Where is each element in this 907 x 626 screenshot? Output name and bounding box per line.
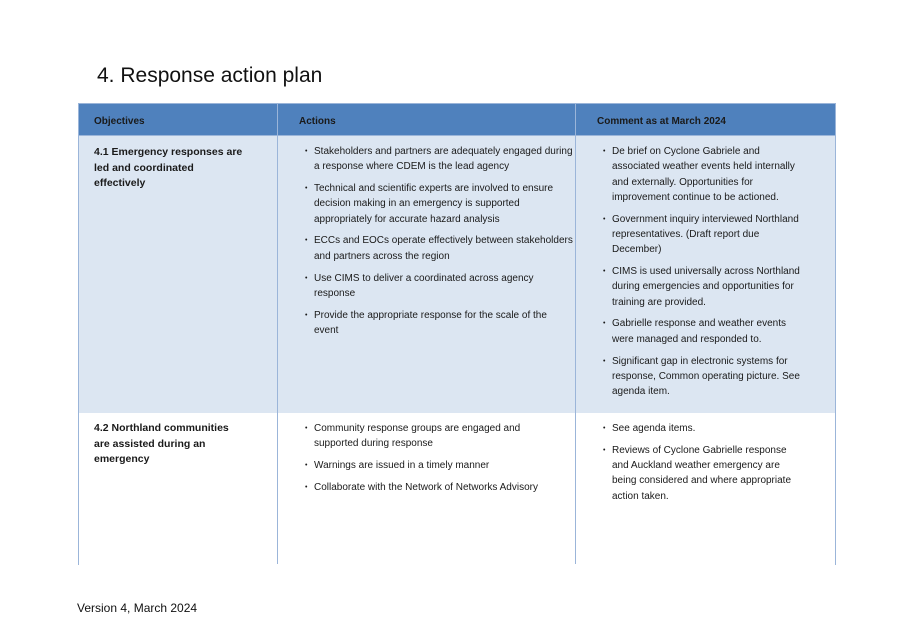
column-divider [575, 104, 576, 564]
table-row [79, 136, 835, 414]
list-item: • Gabrielle response and weather events were managed and responded to. [603, 316, 808, 347]
list-item: • Government inquiry interviewed Northland representatives. (Draft report due December) [603, 212, 808, 258]
list-item: • See agenda items. [603, 421, 793, 436]
list-item: • Stakeholders and partners are adequately engaged during a response where CDEM is the lead agency [305, 144, 573, 175]
actions-list [305, 421, 555, 502]
header-objectives: Objectives [94, 116, 145, 127]
table-row [79, 413, 835, 565]
list-item: • Warnings are issued in a timely manner [305, 458, 555, 473]
header-comment: Comment as at March 2024 [597, 116, 726, 127]
list-item: • Use CIMS to deliver a coordinated across agency response [305, 271, 573, 302]
list-item: • Reviews of Cyclone Gabrielle response and Auckland weather emergency are being considered and where appropriate action taken. [603, 443, 793, 504]
list-item: • CIMS is used universally across Northland during emergencies and opportunities for training are provided. [603, 264, 808, 310]
list-item: • De brief on Cyclone Gabriele and associated weather events held internally and externally. Opportunities for improvement continue to be actioned. [603, 144, 808, 205]
response-action-plan-table [78, 103, 836, 565]
footer-version: Version 4, March 2024 [77, 601, 198, 615]
comments-list [603, 421, 793, 510]
objective-cell: 4.1 Emergency responses are led and coordinated effectively [94, 146, 243, 189]
list-item: • Collaborate with the Network of Networks Advisory [305, 480, 555, 495]
list-item: • ECCs and EOCs operate effectively between stakeholders and partners across the region [305, 233, 573, 264]
list-item: • Community response groups are engaged and supported during response [305, 421, 555, 452]
list-item: • Significant gap in electronic systems for response, Common operating picture. See agenda item. [603, 354, 808, 400]
table-header-row [79, 104, 835, 136]
column-divider [277, 104, 278, 564]
header-actions: Actions [299, 116, 336, 127]
page-title: 4. Response action plan [97, 64, 323, 87]
list-item: • Provide the appropriate response for the scale of the event [305, 308, 573, 339]
list-item: • Technical and scientific experts are involved to ensure decision making in an emergency is supported appropriately for accurate hazard analysis [305, 181, 573, 227]
comments-list [603, 144, 808, 406]
objective-cell: 4.2 Northland communities are assisted during an emergency [94, 422, 229, 465]
actions-list [305, 144, 573, 345]
